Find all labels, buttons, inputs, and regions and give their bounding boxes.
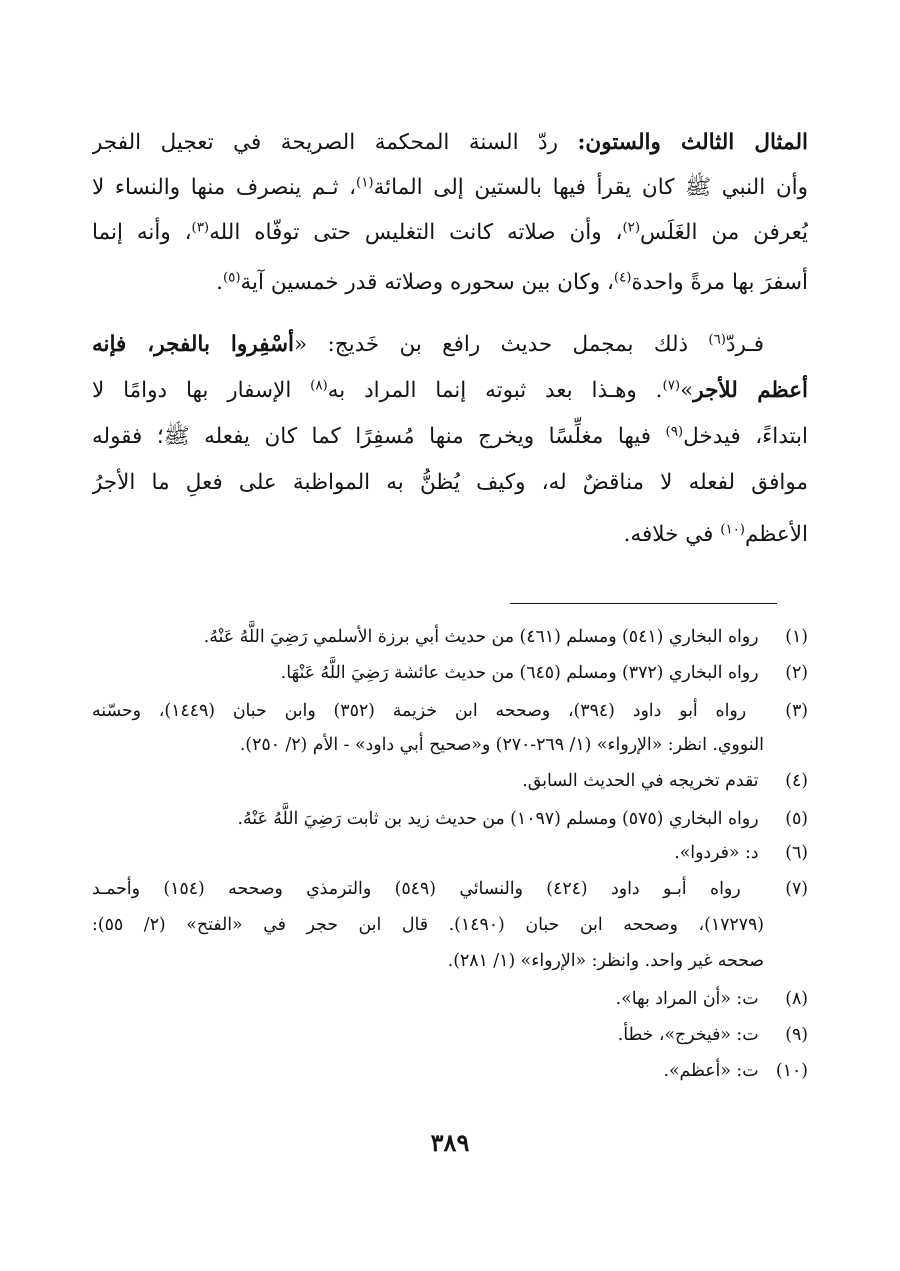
footnote-8: (٨) ت: «أن المراد بها». (92, 982, 808, 1016)
hadith-quote: أسْفِروا بالفجر، فإنه (92, 332, 294, 357)
footnote-ref-10[interactable]: (١٠) (720, 522, 745, 538)
paragraph-1-line-1: المثال الثالث والستون: ردّ السنة المحكمة الصريحة في تعجيل الفجر (92, 130, 808, 155)
footnote-number: (٨) (785, 989, 808, 1009)
footnote-1: (١) رواه البخاري (٥٤١) ومسلم (٤٦١) من حديث أبي برزة الأسلمي رَضِيَ اللَّهُ عَنْهُ. (92, 620, 808, 654)
footnote-ref-8[interactable]: (٨) (310, 378, 328, 394)
footnote-10: (١٠) ت: «أعظم». (92, 1054, 808, 1088)
footnote-5: (٥) رواه البخاري (٥٧٥) ومسلم (١٠٩٧) من حديث زيد بن ثابت رَضِيَ اللَّهُ عَنْهُ. (92, 802, 808, 836)
footnote-ref-1[interactable]: (١) (356, 175, 374, 191)
footnote-2: (٢) رواه البخاري (٣٧٢) ومسلم (٦٤٥) من حديث عائشة رَضِيَ اللَّهُ عَنْهَا. (92, 656, 808, 690)
paragraph-2-line-4: موافق لفعله لا مناقضٌ له، وكيف يُظنُّ به المواظبة على فعلِ ما الأجرُ (92, 470, 808, 495)
paragraph-2-line-3: ابتداءً، فيدخل$^{(٩)}$ فيها مغلِّسًا ويخرج منها مُسفِرًا كما كان يفعله ﷺ؛ فقوله (92, 424, 808, 449)
footnote-4: (٤) تقدم تخريجه في الحديث السابق. (92, 764, 808, 798)
paragraph-1-line-2: وأن النبي ﷺ كان يقرأ فيها بالستين إلى المائة$^{(١)}$، ثـم ينصرف منها والنساء لا (92, 175, 808, 200)
footnote-9: (٩) ت: «فيخرج»، خطأ. (92, 1018, 808, 1052)
footnote-ref-6[interactable]: (٦) (708, 332, 726, 348)
footnote-3: (٣) رواه أبو داود (٣٩٤)، وصححه ابن خزيمة (٣٥٢) وابن حبان (١٤٤٩)، وحسّنه (92, 694, 808, 728)
footnote-number: (٩) (785, 1025, 808, 1045)
paragraph-2-line-2: أعظم للأجر»$^{(٧)}$. وهـذا بعد ثبوته إنما المراد به$^{(٨)}$ الإسفار بها دوامًا لا (92, 378, 808, 403)
paragraph-1-line-3: يُعرفن من الغَلَس$^{(٢)}$، وأن صلاته كانت التغليس حتى توفّاه الله$^{(٣)}$، وأنه إنما (92, 220, 808, 245)
footnote-number: (١) (785, 627, 808, 647)
footnote-7-cont-2: صححه غير واحد. وانظر: «الإرواء» (١/ ٢٨١). (447, 951, 764, 971)
footnote-ref-4[interactable]: (٤) (613, 270, 632, 286)
footnote-number: (٥) (785, 809, 808, 829)
footnote-divider (510, 603, 777, 604)
footnote-ref-9[interactable]: (٩) (665, 424, 684, 440)
footnote-ref-3[interactable]: (٣) (191, 220, 210, 236)
footnote-7: (٧) رواه أبـو داود (٤٢٤) والنسائي (٥٤٩) والترمذي وصححه (١٥٤) وأحمـد (92, 872, 808, 906)
footnote-number: (٢) (785, 663, 808, 683)
footnote-number: (٧) (785, 879, 808, 899)
footnote-3-cont: النووي. انظر: «الإرواء» (١/ ٢٦٩-٢٧٠) و«صحيح أبي داود» - الأم (٢/ ٢٥٠). (239, 735, 764, 755)
footnote-7-cont-1: (١٧٢٧٩)، وصححه ابن حبان (١٤٩٠). قال ابن حجر في «الفتح» (٢/ ٥٥): (92, 915, 764, 935)
footnote-number: (١٠) (775, 1061, 808, 1081)
footnote-number: (٤) (785, 771, 808, 791)
example-heading: المثال الثالث والستون: (577, 130, 808, 155)
footnote-ref-5[interactable]: (٥) (222, 270, 241, 286)
paragraph-1-line-4: أسفرَ بها مرةً واحدة$^{(٤)}$، وكان بين سحوره وصلاته قدر خمسين آية$^{(٥)}$. (216, 270, 808, 295)
paragraph-2-line-1: فـردّ$^{(٦)}$ ذلك بمجمل حديث رافع بن خَديج: «أسْفِروا بالفجر، فإنه (92, 332, 764, 357)
page-number: ٣٨٩ (430, 1128, 470, 1157)
footnote-number: (٦) (785, 843, 808, 863)
footnote-number: (٣) (785, 701, 808, 721)
footnote-ref-7[interactable]: (٧) (662, 378, 681, 394)
footnote-ref-2[interactable]: (٢) (622, 220, 641, 236)
paragraph-2-line-5: الأعظم$^{(١٠)}$ في خلافه. (623, 522, 808, 547)
footnote-6: (٦) د: «فردوا». (92, 836, 808, 870)
